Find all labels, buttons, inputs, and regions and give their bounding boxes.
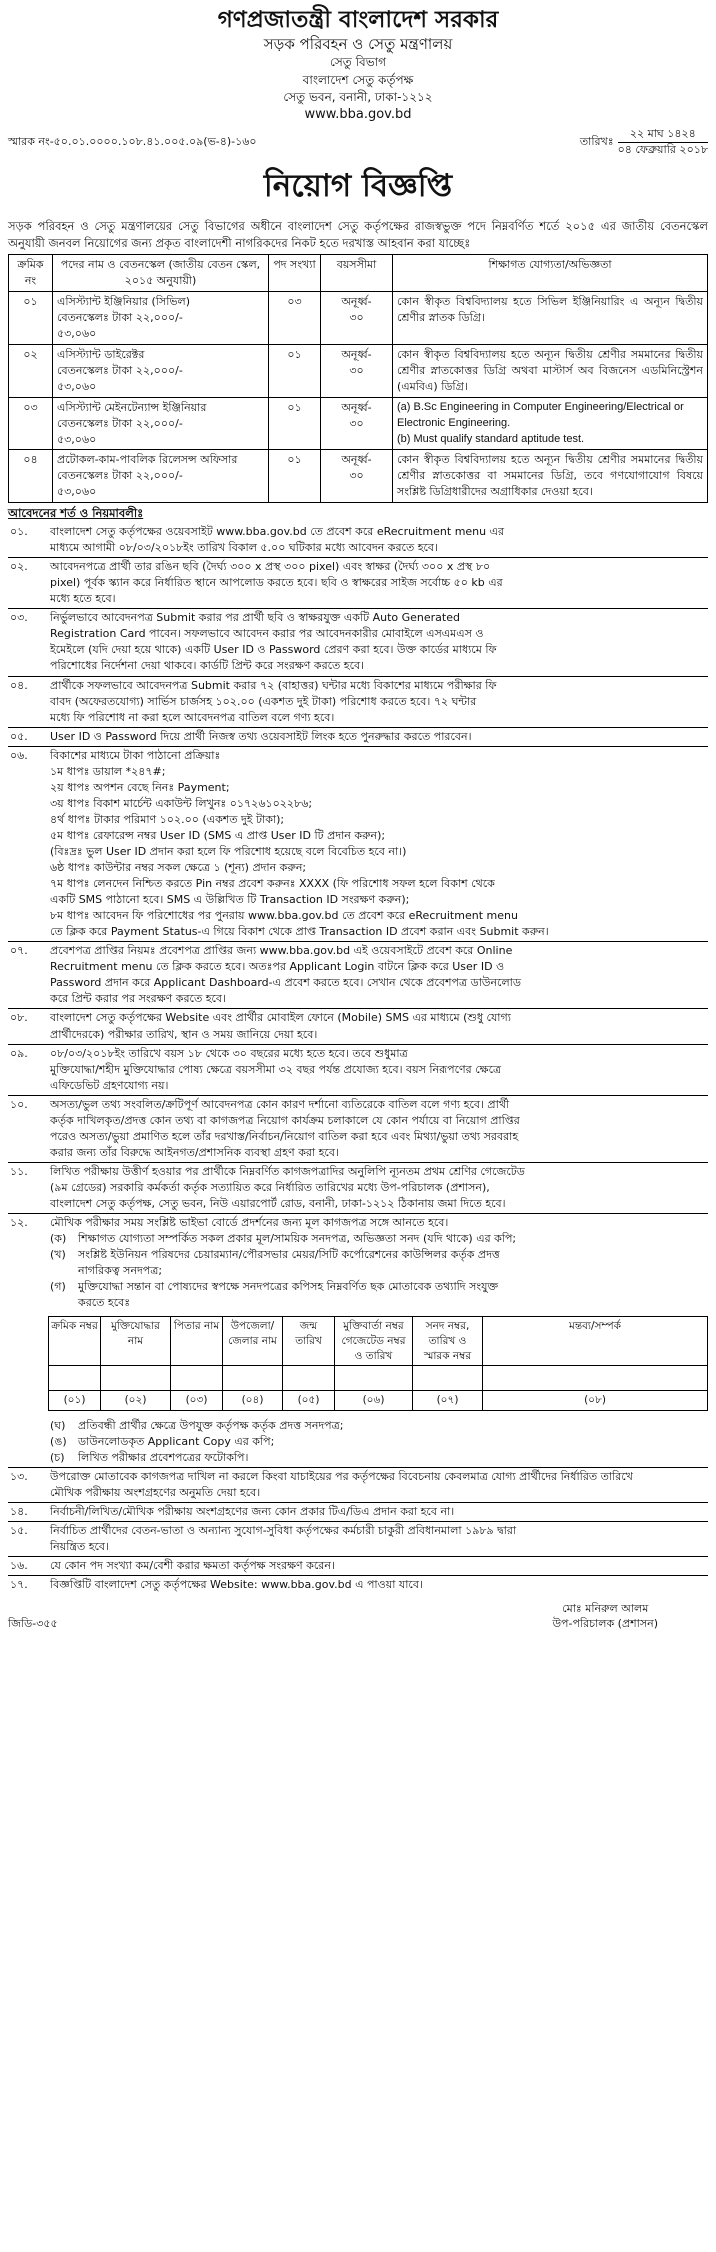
sub-item-line: মুক্তিযোদ্ধা সন্তান বা পোষ্যদের স্বপক্ষে সনদপত্রের কপিসহ নিম্নবর্ণিত ছক মোতাবেক তথ্যাদি সংযুক্ত	[78, 1280, 499, 1294]
col-age: বয়সসীমা	[321, 255, 393, 292]
freedom-fighter-col-number: (০৮)	[483, 1391, 708, 1411]
post-count: ০৩	[269, 292, 321, 345]
post-serial: ০১	[9, 292, 53, 345]
condition-line: করে প্রিন্ট করার পর সংরক্ষণ করতে হবে।	[50, 992, 226, 1006]
condition-row	[8, 609, 708, 676]
condition-line: অসত্য/ভুল তথ্য সংবলিত/ক্রটিপূর্ণ আবেদনপত্র কোন কারণ দর্শানো ব্যতিরেকে বাতিল বলে গণ্য হবে। প্রার্থী	[50, 1097, 510, 1111]
condition-line: কর্তৃক দাখিলকৃত/প্রদত্ত কোন তথ্য বা কাগজপত্র নিয়োগ কার্যক্রম চলাকালে যে কোন পর্যায়ে বা নিয়োগ প্রাপ্তির	[50, 1113, 520, 1127]
condition-line: মাধ্যমে আগামী ০৮/০৩/২০১৮ইং তারিখ বিকাল ৫.০০ ঘটিকার মধ্যে আবেদন করতে হবে।	[50, 541, 438, 555]
condition-line: মধ্যে ফি পরিশোধ না করা হলে আবেদনপত্র বাতিল বলে গণ্য হবে।	[50, 710, 335, 724]
condition-text	[50, 1558, 708, 1574]
condition-line: নির্বাচনী/লিখিত/মৌখিক পরীক্ষায় অংশগ্রহণের জন্য কোন প্রকার টিএ/ডিএ প্রদান করা হবে না।	[50, 1505, 455, 1519]
condition-line: ২য় ধাপঃ অপশন বেছে নিনঃ Payment;	[50, 780, 230, 794]
condition-line: উপরোক্ত মোতাবেক কাগজপত্র দাখিল না করলে কিংবা যাচাইয়ের পর কর্তৃপক্ষের বিবেচনায় কেবলমাত্র যোগ্য প্রার্থীদের নির্ধারিত তারিখে	[50, 1470, 633, 1484]
signer-designation: উপ-পরিচালক (প্রশাসন)	[552, 1616, 658, 1630]
condition-number: ০২.	[10, 560, 28, 574]
condition-line: প্রার্থীদেরকে) পরীক্ষার তারিখ, স্থান ও সময় জানিয়ে দেয়া হবে।	[50, 1027, 318, 1041]
sub-item-line: লিখিত পরীক্ষার প্রবেশপত্রের ফটোকপি।	[78, 1451, 249, 1465]
freedom-fighter-blank-cell	[413, 1366, 483, 1391]
sub-item-label: (খ)	[50, 1248, 66, 1262]
post-serial: ০৩	[9, 397, 53, 450]
sub-item-label: (গ)	[50, 1280, 66, 1294]
condition-text	[50, 1164, 708, 1212]
post-cell	[53, 292, 269, 345]
sub-items	[50, 1231, 706, 1311]
condition-line: ৬ষ্ঠ ধাপঃ কাউন্টার নম্বর সকল ক্ষেত্রে ১ (শূন্য) প্রদান করুন;	[50, 861, 307, 875]
age-prefix: অনূর্ধ্ব-	[341, 453, 372, 467]
post-age	[321, 450, 393, 503]
condition-line: মধ্যে হতে হবে।	[50, 592, 116, 606]
post-scale: বেতনস্কেলঃ টাকা ২২,০০০/-	[57, 310, 183, 324]
notice-page	[8, 0, 708, 1631]
condition-line: ৭ম ধাপঃ লেনদেন নিশ্চিত করতে Pin নম্বর প্রবেশ করুনঃ XXXX (ফি পরিশোধ সফল হলে বিকাশ থেকে	[50, 877, 495, 891]
condition-text	[50, 1097, 708, 1161]
condition-line: User ID ও Password দিয়ে প্রার্থী নিজস্ব তথ্য ওয়েবসাইট লিংক হতে পুনরুদ্ধার করতে পারবেন।	[50, 729, 472, 743]
condition-line: নির্ভুলভাবে আবেদনপত্র Submit করার পর প্রার্থী ছবি ও স্বাক্ষরযুক্ত একটি Auto Generated	[50, 611, 460, 625]
division-name: সেতু বিভাগ	[329, 55, 386, 70]
condition-number: ০৮.	[10, 1011, 28, 1025]
freedom-fighter-blank-row	[49, 1366, 708, 1391]
sub-item-line: সংশ্লিষ্ট ইউনিয়ন পরিষদের চেয়ারম্যান/পৌরসভার মেয়র/সিটি কর্পোরেশনের কাউন্সিলর কর্তৃক প্রদত্ত	[78, 1248, 500, 1262]
condition-row	[8, 558, 708, 609]
condition-text	[50, 524, 708, 556]
condition-line: বিজ্ঞপ্তিটি বাংলাদেশ সেতু কর্তৃপক্ষের Website: www.bba.gov.bd এ পাওয়া যাবে।	[50, 1578, 423, 1592]
authority-name: বাংলাদেশ সেতু কর্তৃপক্ষ	[302, 72, 414, 87]
condition-number: ১২.	[10, 1216, 28, 1230]
condition-row	[8, 1096, 708, 1163]
condition-line: একটি SMS পাঠানো হবে। SMS এ উল্লিখিত টি Transaction ID সংরক্ষণ করুন);	[50, 893, 410, 907]
age-value: ৩০	[349, 363, 364, 377]
sub-item	[50, 1450, 706, 1466]
post-cell	[53, 344, 269, 397]
condition-line: প্রার্থীকে সফলভাবে আবেদনপত্র Submit করার ৭২ (বাহাত্তর) ঘন্টার মধ্যে বিকাশের মাধ্যমে পরীক্ষার ফি	[50, 678, 497, 692]
condition-line: Recruitment menu তে ক্লিক করতে হবে। অতঃপর Applicant Login বাটনে ক্লিক করে User ID ও	[50, 960, 505, 974]
post-row	[9, 292, 708, 345]
post-row	[9, 344, 708, 397]
post-cell	[53, 397, 269, 450]
post-row	[9, 397, 708, 450]
age-value: ৩০	[349, 310, 364, 324]
freedom-fighter-col-header: মুক্তিবার্তা নম্বর গেজেটেড নম্বর ও তারিখ	[335, 1317, 413, 1366]
condition-line: তে ক্লিক করে Payment Status-এ গিয়ে বিকাশ থেকে প্রাপ্ত Transaction ID প্রবেশ করান এবং Submit করুন।	[50, 925, 549, 939]
post-name: প্রটোকল-কাম-পাবলিক রিলেসন্স অফিসার	[57, 453, 238, 467]
post-qualification: কোন স্বীকৃত বিশ্ববিদ্যালয় হতে সিভিল ইঞ্জিনিয়ারিং এ অন্যূন দ্বিতীয় শ্রেণীর স্নাতক ডিগ্রি।	[393, 292, 708, 345]
date-block	[580, 127, 708, 157]
sub-item-line: শিক্ষাগত যোগ্যতা সম্পর্কিত সকল প্রকার মূল/সাময়িক সনদপত্র, অভিজ্ঞতা সনদ (যদি থাকে) এর কপি;	[78, 1232, 517, 1246]
conditions-tail	[8, 1468, 708, 1594]
sub-item-label: (ঙ)	[50, 1435, 67, 1449]
col-qualification: শিক্ষাগত যোগ্যতা/অভিজ্ঞতা	[393, 255, 708, 292]
condition-row	[8, 1009, 708, 1044]
post-age	[321, 344, 393, 397]
post-count: ০১	[269, 450, 321, 503]
post-count: ০১	[269, 397, 321, 450]
condition-number: ১৫.	[10, 1524, 28, 1538]
freedom-fighter-col-header: ক্রমিক নম্বর	[49, 1317, 101, 1366]
condition-text	[50, 1504, 708, 1520]
letterhead	[8, 6, 708, 125]
condition-line: পরিশোধের নির্দেশনা দেয়া থাকবে। কার্ডটি প্রিন্ট করে সংরক্ষণ করতে হবে।	[50, 659, 365, 673]
condition-row	[8, 1576, 708, 1594]
condition-number: ১৪.	[10, 1505, 28, 1519]
sub-item-text	[78, 1450, 706, 1466]
condition-line: বিকাশের মাধ্যমে টাকা পাঠানো প্রক্রিয়াঃ	[50, 748, 221, 762]
condition-text	[50, 1010, 708, 1042]
condition-line: Registration Card পাবেন। সফলভাবে আবেদন করার পর আবেদনকারীর মোবাইলে এসএমএস ও	[50, 627, 484, 641]
post-scale-max: ৫৩,০৬০	[57, 379, 97, 393]
col-serial: ক্রমিক নং	[9, 255, 53, 292]
signer-name: মোঃ মনিরুল আলম	[562, 1601, 649, 1615]
sub-item-line: নাগরিকত্ব সনদপত্র;	[78, 1264, 163, 1278]
freedom-fighter-col-header: মন্তব্য/সম্পর্ক	[483, 1317, 708, 1366]
condition-text	[50, 1469, 708, 1501]
condition-line: প্রবেশপত্র প্রাপ্তির নিয়মঃ প্রবেশপত্র প্রাপ্তির জন্য www.bba.gov.bd এই ওয়েবসাইটে প্রবেশ করে Online	[50, 944, 513, 958]
freedom-fighter-col-number: (০৭)	[413, 1391, 483, 1411]
post-scale: বেতনস্কেলঃ টাকা ২২,০০০/-	[57, 469, 183, 483]
condition-text	[50, 1523, 708, 1555]
signature-block	[552, 1601, 658, 1631]
post-qualification	[393, 397, 708, 450]
freedom-fighter-col-header: মুক্তিযোদ্ধার নাম	[101, 1317, 171, 1366]
sub-item-label: (ক)	[50, 1232, 67, 1246]
sub-item-line: ডাউনলোডকৃত Applicant Copy এর কপি;	[78, 1435, 275, 1449]
post-scale-max: ৫৩,০৬০	[57, 326, 97, 340]
post-cell	[53, 450, 269, 503]
post-qualification: কোন স্বীকৃত বিশ্ববিদ্যালয় হতে অন্যূন দ্বিতীয় শ্রেণীর সমমানের দ্বিতীয় শ্রেণীর স্নাতকোত্তর বা সমমানের ডিগ্রি, তবে গণযোগাযোগ বিষয়ে সংশ্লিষ্ট ডিগ্রিধারীদের অগ্রাধিকার দেওয়া হবে।	[393, 450, 708, 503]
post-name: এসিস্ট্যান্ট ইঞ্জিনিয়ার (সিভিল)	[57, 295, 191, 308]
sub-item-text	[78, 1418, 706, 1434]
freedom-fighter-col-number: (০৩)	[171, 1391, 223, 1411]
intro-paragraph: সড়ক পরিবহন ও সেতু মন্ত্রণালয়ের সেতু বিভাগের অধীনে বাংলাদেশ সেতু কর্তৃপক্ষের রাজস্বভুক্ত পদে নিম্নবর্ণিত শর্তে ২০১৫ এর জাতীয় বেতনস্কেল অনুযায়ী জনবল নিয়োগের জন্য প্রকৃত বাংলাদেশী নাগরিকদের নিকট হতে দরখাস্ত আহবান করা যাচ্ছেঃ	[8, 218, 708, 250]
condition-row	[8, 942, 708, 1009]
condition-line: লিখিত পরীক্ষায় উত্তীর্ণ হওয়ার পর প্রার্থীকে নিম্নবর্ণিত কাগজপত্রাদির অনুলিপি ন্যূনতম প্রথম শ্রেণির গেজেটেড	[50, 1164, 525, 1178]
post-serial: ০৪	[9, 450, 53, 503]
condition-number: ০৯.	[10, 1046, 28, 1060]
condition-row	[8, 523, 708, 558]
post-serial: ০২	[9, 344, 53, 397]
condition-line: ইমেইলে (যদি দেয়া হয়ে থাকে) একটি User ID ও Password প্রেরণ করা হবে। উক্ত কার্ডের মাধ্যমে ফি	[50, 643, 497, 657]
condition-row	[8, 747, 708, 943]
condition-row	[8, 1045, 708, 1096]
condition-line: মৌখিক পরীক্ষার সময় সংশ্লিষ্ট ভাইভা বোর্ডে প্রদর্শনের জন্য মূল কাগজপত্র সঙ্গে আনতে হবে।	[50, 1216, 449, 1230]
condition-number: ১১.	[10, 1164, 28, 1178]
condition-line: করার জন্য তাঁর বিরুদ্ধে আইনগত/প্রশাসনিক ব্যবস্থা গ্রহণ করা হবে।	[50, 1145, 339, 1159]
condition-number: ০৩.	[10, 611, 28, 625]
freedom-fighter-col-number: (০৬)	[335, 1391, 413, 1411]
condition-line: বাংলাদেশ সেতু কর্তৃপক্ষের ওয়েবসাইট www.bba.gov.bd তে প্রবেশ করে eRecruitment menu এর	[50, 525, 505, 539]
condition-line: ৪র্থ ধাপঃ টাকার পরিমাণ ১০২.০০ (একশত দুই টাকা);	[50, 812, 285, 826]
condition-number: ০১.	[10, 525, 28, 539]
sub-items-2	[50, 1418, 708, 1466]
freedom-fighter-number-row	[49, 1391, 708, 1411]
freedom-fighter-blank-cell	[335, 1366, 413, 1391]
condition-number: ১৬.	[10, 1559, 28, 1573]
sub-item	[50, 1231, 706, 1247]
freedom-fighter-blank-cell	[171, 1366, 223, 1391]
freedom-fighter-col-number: (০১)	[49, 1391, 101, 1411]
post-age	[321, 397, 393, 450]
condition-line: বাবদ (অফেরতযোগ্য) সার্ভিস চার্জসহ ১০২.০০ (একশত দুই টাকা) পরিশোধ করতে হবে। ৭২ ঘন্টার	[50, 694, 477, 708]
condition-number: ০৬.	[10, 748, 28, 762]
freedom-fighter-blank-cell	[223, 1366, 283, 1391]
condition-row	[8, 1503, 708, 1522]
govt-title: গণপ্রজাতন্ত্রী বাংলাদেশ সরকার	[217, 7, 499, 33]
sub-item-text	[78, 1434, 706, 1450]
condition-text	[50, 748, 708, 941]
footer	[8, 1601, 708, 1631]
freedom-fighter-table	[48, 1316, 708, 1411]
sub-item-line: প্রতিবন্ধী প্রার্থীর ক্ষেত্রে উপযুক্ত কর্তৃপক্ষ কর্তৃক প্রদত্ত সনদপত্র;	[78, 1419, 344, 1433]
website: www.bba.gov.bd	[304, 107, 412, 123]
condition-row	[8, 1468, 708, 1503]
gd-code: জিডি-৩৫৫	[8, 1616, 58, 1630]
memo-number: স্মারক নং-৫০.০১.০০০০.১০৮.৪১.০০৫.০৯(ভ-৪)-১৬০	[8, 135, 257, 149]
age-value: ৩০	[349, 469, 364, 483]
condition-12	[8, 1214, 708, 1468]
freedom-fighter-blank-cell	[283, 1366, 335, 1391]
posts-header-row	[9, 255, 708, 292]
post-scale: বেতনস্কেলঃ টাকা ২২,০০০/-	[57, 363, 183, 377]
condition-line: ০৮/০৩/২০১৮ইং তারিখে বয়স ১৮ থেকে ৩০ বছরের মধ্যে হতে হবে। তবে শুধুমাত্র	[50, 1046, 408, 1060]
condition-line: যে কোন পদ সংখ্যা কম/বেশী করার ক্ষমতা কর্তৃপক্ষ সংরক্ষণ করেন।	[50, 1559, 335, 1573]
freedom-fighter-header-row	[49, 1317, 708, 1366]
condition-line: নির্বাচিত প্রার্থীদের বেতন-ভাতা ও অন্যান্য সুযোগ-সুবিধা কর্তৃপক্ষের কর্মচারী চাকুরী প্রবিধানমালা ১৯৮৯ দ্বারা	[50, 1524, 517, 1538]
condition-line: ৩য় ধাপঃ বিকাশ মার্চেন্ট একাউন্ট লিখুনঃ ০১৭২৬১০২২৮৬;	[50, 796, 313, 810]
condition-row	[8, 677, 708, 728]
condition-number: ০৫.	[10, 729, 28, 743]
post-scale-max: ৫৩,০৬০	[57, 432, 97, 446]
condition-number: ০৪.	[10, 678, 28, 692]
condition-line: পরেও অসত্য/ভুয়া প্রমাণিত হলে তাঁর দরখাস্ত/নির্বাচন/নিয়োগ বাতিল করা হবে এবং মিথ্যা/ভুয়া তথ্য সরবরাহ	[50, 1129, 519, 1143]
post-scale: বেতনস্কেলঃ টাকা ২২,০০০/-	[57, 416, 183, 430]
freedom-fighter-col-number: (০৫)	[283, 1391, 335, 1411]
condition-row	[8, 1557, 708, 1576]
condition-line: বাংলাদেশ সেতু কর্তৃপক্ষের Website এবং প্রার্থীর মোবাইল ফোনে (Mobile) SMS এর মাধ্যমে (শুধু যোগ্য	[50, 1011, 511, 1025]
condition-text	[50, 943, 708, 1007]
sub-item-text	[78, 1279, 706, 1311]
sub-item-text	[78, 1247, 706, 1279]
freedom-fighter-col-number: (০৪)	[223, 1391, 283, 1411]
ministry-name: সড়ক পরিবহন ও সেতু মন্ত্রণালয়	[263, 34, 453, 53]
condition-line: নিয়ন্ত্রিত হবে।	[50, 1540, 109, 1554]
date-english: ০৪ ফেব্রুয়ারি ২০১৮	[617, 142, 708, 156]
post-qualification: কোন স্বীকৃত বিশ্ববিদ্যালয় হতে অন্যূন দ্বিতীয় শ্রেণীর সমমানের দ্বিতীয় শ্রেণীর স্নাতকোত্তর ডিগ্রি অথবা মাস্টার্স অব বিজনেস এডমিনিস্ট্রেশন (এমবিএ) ডিগ্রি।	[393, 344, 708, 397]
condition-line: ৫ম ধাপঃ রেফারেন্স নম্বর User ID (SMS এ প্রাপ্ত User ID টি প্রদান করুন);	[50, 828, 386, 842]
condition-line: (৯ম গ্রেডের) সরকারি কর্মকর্তা কর্তৃক সত্যায়িত করে নির্ধারিত তারিখের মধ্যে উপ-পরিচালক (প্রশাসন),	[50, 1180, 490, 1194]
conditions-title: আবেদনের শর্ত ও নিয়মাবলীঃ	[8, 506, 144, 521]
condition-line: ১ম ধাপঃ ডায়াল *২৪৭#;	[50, 764, 166, 778]
freedom-fighter-table-wrap	[8, 1312, 708, 1417]
freedom-fighter-col-number: (০২)	[101, 1391, 171, 1411]
sub-item	[50, 1418, 706, 1434]
condition-text	[50, 1046, 708, 1094]
condition-line: এফিডেভিট গ্রহণযোগ্য নয়।	[50, 1078, 169, 1092]
condition-row	[8, 1163, 708, 1214]
condition-line: Password প্রদান করে Applicant Dashboard-এ প্রবেশ করতে হবে। সেখান থেকে প্রবেশপত্র ডাউনলোড	[50, 976, 521, 990]
col-count: পদ সংখ্যা	[269, 255, 321, 292]
condition-number: ১০.	[10, 1097, 28, 1111]
date-label: তারিখঃ	[579, 135, 614, 149]
condition-text	[50, 729, 708, 745]
condition-line: pixel) পূর্বক স্ক্যান করে নির্ধারিত স্থানে আপলোড করতে হবে। ছবি ও স্বাক্ষরের সাইজ সর্বোচ্চ ৫০ kb এর	[50, 576, 503, 590]
condition-line: ৮ম ধাপঃ আবেদন ফি পরিশোধের পর পুনরায় www.bba.gov.bd তে প্রবেশ করে eRecruitment menu	[50, 909, 518, 923]
freedom-fighter-col-header: উপজেলা/ জেলার নাম	[223, 1317, 283, 1366]
condition-text	[50, 678, 708, 726]
qualification-b: (b) Must qualify standard aptitude test.	[397, 432, 585, 445]
sub-item-text	[78, 1231, 706, 1247]
age-value: ৩০	[349, 416, 364, 430]
condition-text	[50, 559, 708, 607]
post-row	[9, 450, 708, 503]
condition-line: আবেদনপত্রে প্রার্থী তার রঙিন ছবি (দৈর্ঘ্য ৩০০ x প্রস্থ ৩০০ pixel) এবং স্বাক্ষর (দৈর্ঘ্য ৩০০ x প্রস্থ ৮০	[50, 560, 491, 574]
condition-line: মুক্তিযোদ্ধা/শহীদ মুক্তিযোদ্ধার পোষ্য ক্ষেত্রে বয়সসীমা ৩২ বছর পর্যন্ত প্রযোজ্য হবে। বয়স নিরূপণের ক্ষেত্রে	[50, 1062, 502, 1076]
condition-row	[8, 1417, 708, 1468]
condition-number-spacer	[8, 1418, 50, 1466]
freedom-fighter-blank-cell	[49, 1366, 101, 1391]
sub-item-line: করতে হবেঃ	[78, 1296, 131, 1310]
posts-table	[8, 254, 708, 503]
condition-text	[50, 1215, 708, 1311]
reference-line	[8, 127, 708, 157]
freedom-fighter-col-header: পিতার নাম	[171, 1317, 223, 1366]
condition-number: ১৭.	[10, 1578, 28, 1592]
address: সেতু ভবন, বনানী, ঢাকা-১২১২	[283, 90, 433, 105]
condition-text	[50, 1577, 708, 1593]
age-prefix: অনূর্ধ্ব-	[341, 295, 372, 308]
freedom-fighter-blank-cell	[483, 1366, 708, 1391]
date-bangla: ২২ মাঘ ১৪২৪	[618, 127, 708, 142]
condition-line: (বিঃদ্রঃ ভুল User ID প্রদান করা হলে ফি পরিশোধ হয়েছে বলে বিবেচিত হবে না।)	[50, 845, 407, 858]
freedom-fighter-col-header: সনদ নম্বর, তারিখ ও স্মারক নম্বর	[413, 1317, 483, 1366]
age-prefix: অনূর্ধ্ব-	[341, 400, 372, 414]
sub-item-label: (চ)	[50, 1451, 65, 1465]
post-age	[321, 292, 393, 345]
freedom-fighter-blank-cell	[101, 1366, 171, 1391]
post-count: ০১	[269, 344, 321, 397]
col-post: পদের নাম ও বেতনস্কেল (জাতীয় বেতন স্কেল, ২০১৫ অনুযায়ী)	[53, 255, 269, 292]
notice-title: নিয়োগ বিজ্ঞপ্তি	[263, 167, 453, 204]
condition-row	[8, 1522, 708, 1557]
freedom-fighter-col-header: জন্ম তারিখ	[283, 1317, 335, 1366]
condition-row	[8, 728, 708, 747]
condition-line: মৌখিক পরীক্ষায় অংশগ্রহণের অনুমতি দেয়া হবে।	[50, 1486, 261, 1500]
post-name: এসিস্ট্যান্ট মেইনটেন্যান্স ইঞ্জিনিয়ার	[57, 400, 207, 414]
sub-item	[50, 1434, 706, 1450]
condition-line: বাংলাদেশ সেতু কর্তৃপক্ষ, সেতু ভবন, নিউ এয়ারপোর্ট রোড, বনানী, ঢাকা-১২১২ ঠিকানায় জমা দিতে হবে।	[50, 1196, 506, 1210]
condition-number: ০৭.	[10, 944, 28, 958]
condition-number: ১৩.	[10, 1470, 28, 1484]
conditions-list	[8, 523, 708, 1214]
sub-item	[50, 1247, 706, 1279]
post-name: এসিস্ট্যান্ট ডাইরেক্টর	[57, 347, 145, 361]
post-scale-max: ৫৩,০৬০	[57, 485, 97, 499]
age-prefix: অনূর্ধ্ব-	[341, 347, 372, 361]
condition-text	[50, 610, 708, 674]
sub-item-label: (ঘ)	[50, 1419, 66, 1433]
qualification-a: (a) B.Sc Engineering in Computer Engineering/Electrical or Electronic Engineering.	[397, 400, 684, 429]
sub-item	[50, 1279, 706, 1311]
condition-row	[8, 1214, 708, 1312]
